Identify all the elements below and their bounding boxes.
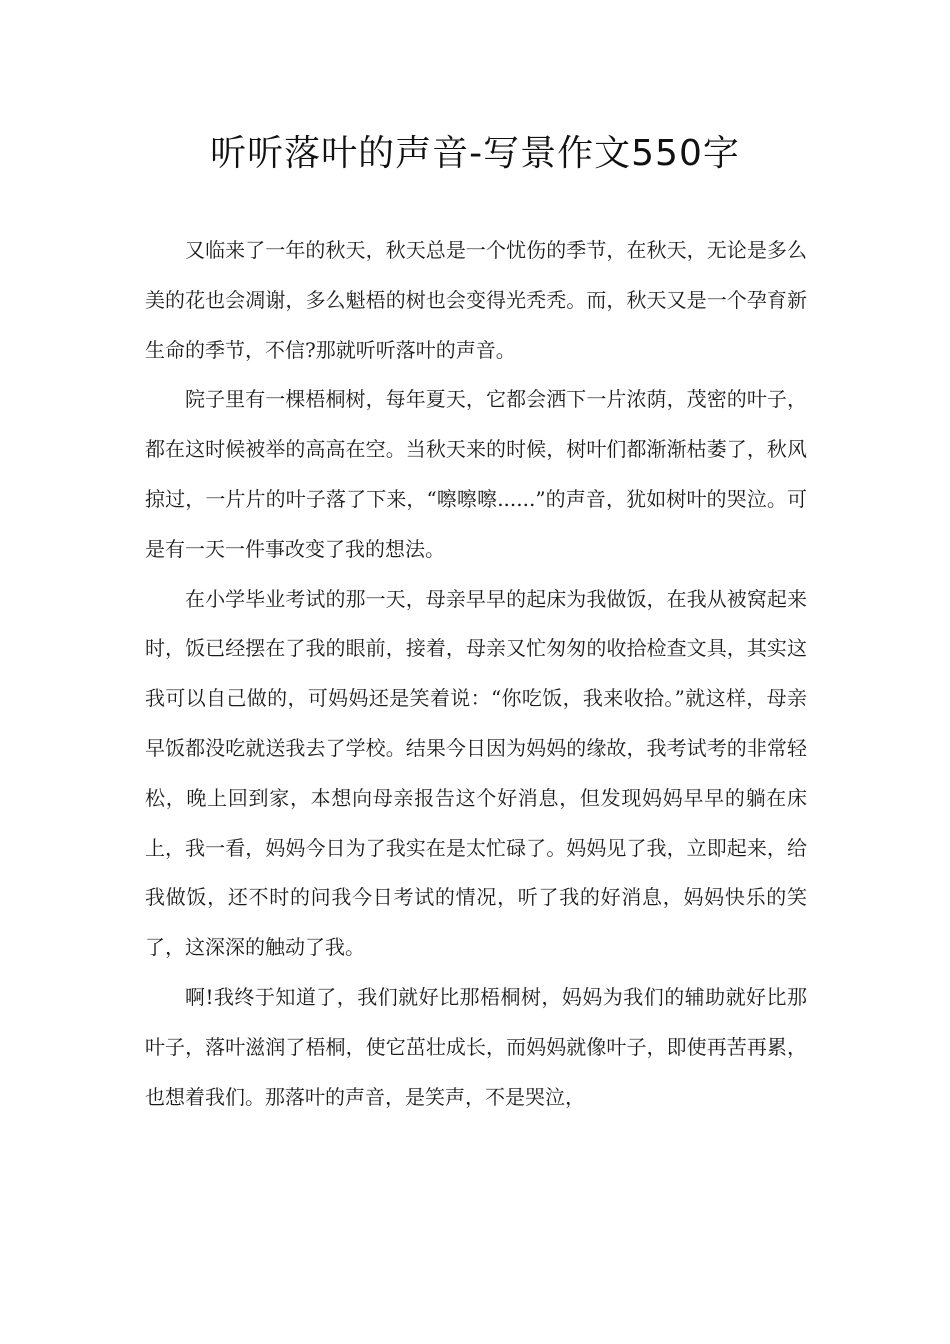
- paragraph-4: 啊!我终于知道了，我们就好比那梧桐树，妈妈为我们的辅助就好比那叶子，落叶滋润了梧桐，使它茁壮成长，而妈妈就像叶子，即使再苦再累，也想着我们。那落叶的声音，是笑声，不是哭泣，: [145, 984, 807, 1109]
- paragraph-3: 在小学毕业考试的那一天，母亲早早的起床为我做饭，在我从被窝起来时，饭已经摆在了我的眼前，接着，母亲又忙匆匆的收拾检查文具，其实这我可以自己做的，可妈妈还是笑着说：“你吃饭，我来收拾。”就这样，母亲早饭都没吃就送我去了学校。结果今日因为妈妈的缘故，我考试考的非常轻松，晚上回到家，本想向母亲报告这个好消息，但发现妈妈早早的躺在床上，我一看，妈妈今日为了我实在是太忙碌了。妈妈见了我，立即起来，给我做饭，还不时的问我今日考试的情况，听了我的好消息，妈妈快乐的笑了，这深深的触动了我。: [145, 586, 807, 960]
- document-body: [145, 226, 807, 1122]
- document-title: 听听落叶的声音-写景作文550字: [210, 133, 740, 174]
- paragraph-2: 院子里有一棵梧桐树，每年夏天，它都会洒下一片浓荫，茂密的叶子，都在这时候被举的高高在空。当秋天来的时候，树叶们都渐渐枯萎了，秋风掠过，一片片的叶子落了下来，“嚓嚓嚓......”的声音，犹如树叶的哭泣。可是有一天一件事改变了我的想法。: [145, 387, 807, 561]
- paragraph-1: 又临来了一年的秋天，秋天总是一个忧伤的季节，在秋天，无论是多么美的花也会凋谢，多么魁梧的树也会变得光秃秃。而，秋天又是一个孕育新生命的季节，不信?那就听听落叶的声音。: [145, 238, 807, 362]
